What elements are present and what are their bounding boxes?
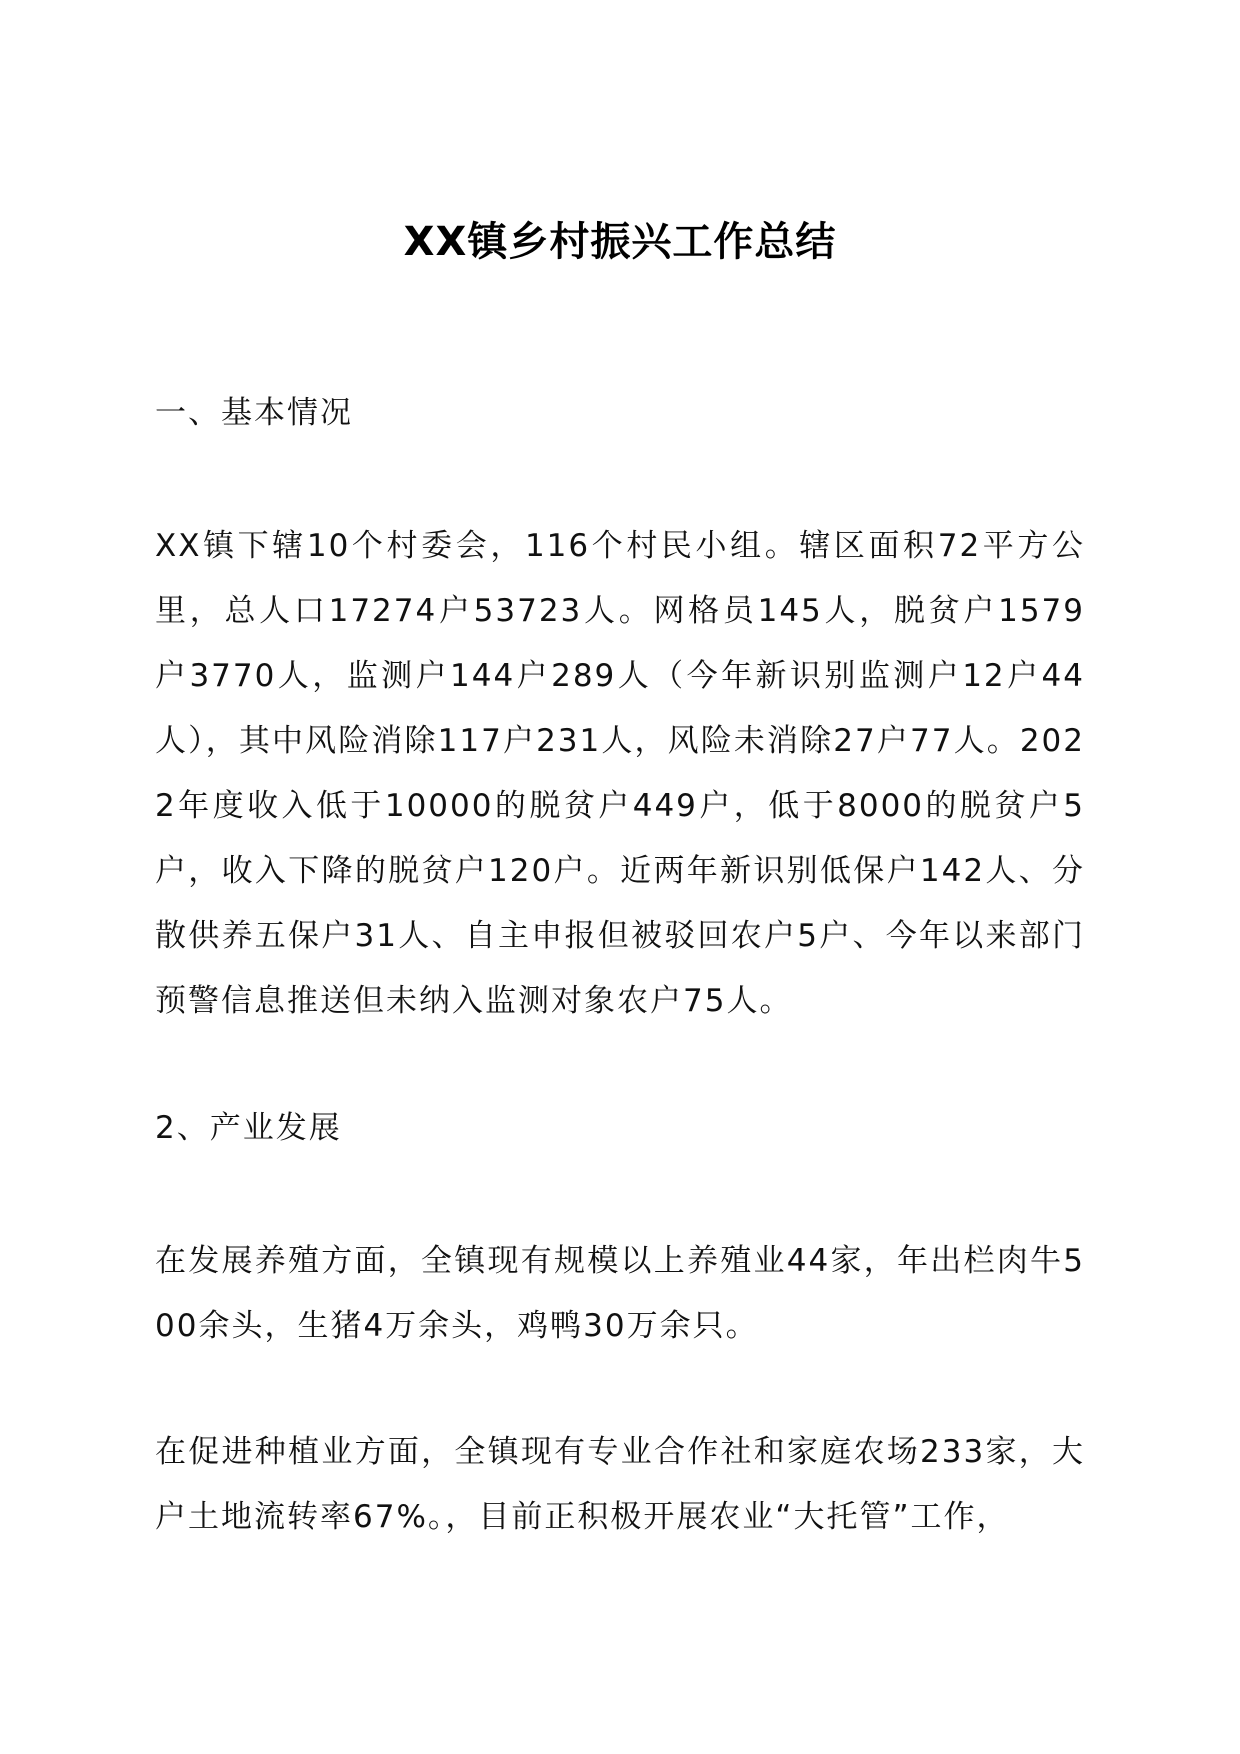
document-title: XX镇乡村振兴工作总结 [403,219,837,265]
section-heading-industry-development: 2、产业发展 [155,1110,342,1146]
paragraph-livestock: 在发展养殖方面，全镇现有规模以上养殖业44家，年出栏肉牛500余头，生猪4万余头，鸡鸭30万余只。 [155,1243,1085,1344]
paragraph-basic-info: XX镇下辖10个村委会，116个村民小组。辖区面积72平方公里，总人口17274户53723人。网格员145人，脱贫户1579户3770人，监测户144户289人（今年新识别监测户12户44人），其中风险消除117户231人，风险未消除27户77人。2022年度收入低于10000的脱贫户449户，低于8000的脱贫户5户，收入下降的脱贫户120户。近两年新识别低保户142人、分散供养五保户31人、自主申报但被驳回农户5户、今年以来部门预警信息推送但未纳入监测对象农户75人。 [155,528,1085,1019]
paragraph-planting: 在促进种植业方面，全镇现有专业合作社和家庭农场233家，大户土地流转率67%。，目前正积极开展农业“大托管”工作， [155,1434,1085,1535]
section-heading-basic-info: 一、基本情况 [155,395,353,431]
